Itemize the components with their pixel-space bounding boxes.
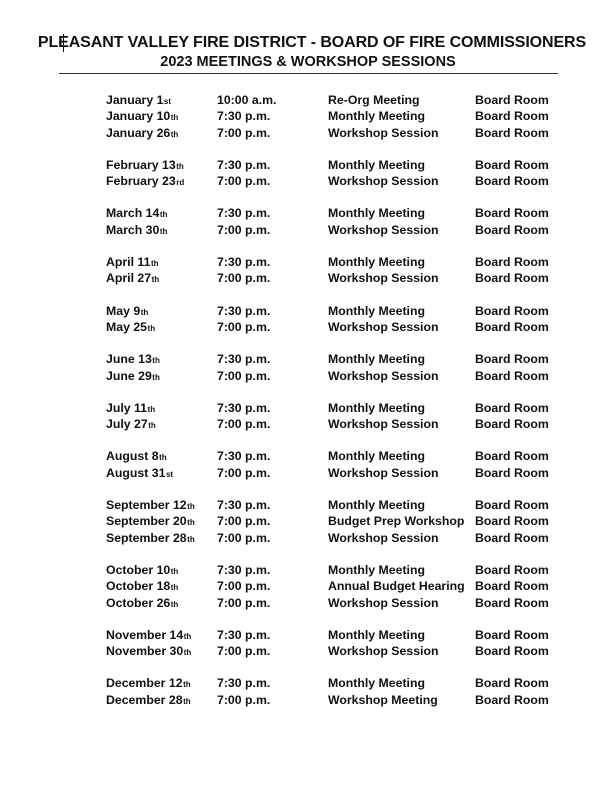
document-subtitle: 2023 MEETINGS & WORKSHOP SESSIONS (160, 54, 456, 70)
meeting-type: Monthly Meeting (328, 109, 426, 124)
meeting-time: 7:00 p.m. (217, 319, 271, 334)
date-ordinal-suffix: th (187, 518, 195, 528)
date-ordinal-suffix: th (170, 113, 179, 123)
date-ordinal-suffix: th (159, 453, 167, 463)
meeting-date (106, 578, 178, 596)
meeting-date-text: April 11 (106, 255, 151, 270)
meeting-time: 7:00 p.m. (217, 514, 271, 529)
meeting-location: Board Room (475, 368, 549, 383)
document-header (0, 33, 616, 72)
meeting-time: 7:30 p.m. (217, 303, 271, 318)
meeting-time: 7:30 p.m. (217, 157, 271, 172)
meeting-location: Board Room (475, 400, 549, 415)
meeting-date-text: June 13 (106, 352, 152, 367)
meeting-date-text: May 9 (106, 303, 141, 318)
meeting-date-text: September 20 (106, 514, 187, 529)
meeting-type: Workshop Session (328, 644, 439, 659)
meeting-time: 7:30 p.m. (217, 676, 271, 691)
meeting-date (106, 595, 178, 613)
month-group (0, 92, 616, 141)
meeting-date (106, 692, 191, 710)
meeting-date (106, 157, 184, 175)
meeting-date (106, 465, 173, 483)
meeting-date-text: February 23 (106, 174, 176, 189)
meeting-time: 7:00 p.m. (217, 595, 271, 610)
meeting-type: Monthly Meeting (328, 255, 426, 270)
meeting-type: Monthly Meeting (328, 498, 426, 513)
date-ordinal-suffix: th (147, 323, 156, 333)
meeting-date-text: August 31 (106, 465, 166, 480)
schedule-row (0, 108, 616, 124)
date-ordinal-suffix: th (147, 404, 156, 414)
meeting-date (106, 497, 195, 515)
meeting-location: Board Room (475, 530, 549, 545)
meeting-type: Workshop Session (328, 125, 439, 140)
header-divider (59, 73, 558, 74)
month-group (0, 627, 616, 660)
meeting-time: 7:00 p.m. (217, 692, 271, 707)
meeting-type: Monthly Meeting (328, 562, 426, 577)
meeting-date (106, 92, 171, 110)
month-group (0, 675, 616, 708)
date-ordinal-suffix: th (183, 680, 191, 690)
meeting-location: Board Room (475, 465, 549, 480)
date-ordinal-suffix: th (170, 599, 179, 609)
meeting-date-text: January 26 (106, 125, 171, 140)
meeting-location: Board Room (475, 498, 549, 513)
meeting-type: Monthly Meeting (328, 206, 426, 221)
meeting-location: Board Room (475, 417, 549, 432)
schedule-row (0, 578, 616, 594)
meeting-location: Board Room (475, 93, 549, 107)
meeting-location: Board Room (475, 303, 549, 318)
meeting-type: Annual Budget Hearing (328, 579, 465, 594)
meeting-date (106, 303, 148, 321)
meeting-type: Monthly Meeting (328, 157, 426, 172)
schedule-row (0, 303, 616, 319)
meeting-date-text: July 27 (106, 417, 148, 432)
meeting-location: Board Room (475, 125, 549, 140)
meeting-date (106, 108, 178, 126)
meeting-date (106, 513, 195, 531)
meeting-time: 7:30 p.m. (217, 498, 271, 513)
meeting-type: Budget Prep Workshop (328, 514, 465, 529)
schedule-row (0, 416, 616, 432)
meeting-location: Board Room (475, 255, 549, 270)
date-ordinal-suffix: th (152, 356, 160, 366)
meeting-time: 7:30 p.m. (217, 255, 271, 270)
meeting-time: 7:00 p.m. (217, 644, 271, 659)
schedule-row (0, 513, 616, 529)
meeting-date (106, 448, 167, 466)
meeting-type: Monthly Meeting (328, 449, 426, 464)
meeting-date-text: November 30 (106, 644, 184, 659)
meeting-time: 7:00 p.m. (217, 174, 271, 189)
meeting-type: Workshop Session (328, 319, 439, 334)
meeting-date-text: October 10 (106, 562, 171, 577)
schedule-row (0, 692, 616, 708)
meeting-type: Workshop Session (328, 530, 439, 545)
meeting-date (106, 416, 156, 434)
schedule-row (0, 562, 616, 578)
meeting-date (106, 400, 155, 418)
meeting-time: 7:00 p.m. (217, 579, 271, 594)
meeting-date (106, 319, 155, 337)
meeting-type: Workshop Session (328, 174, 439, 189)
meeting-location: Board Room (475, 157, 549, 172)
meeting-time: 7:30 p.m. (217, 352, 271, 367)
meeting-type: Workshop Session (328, 368, 439, 383)
meeting-date-text: June 29 (106, 368, 152, 383)
date-ordinal-suffix: st (163, 97, 172, 106)
meeting-type: Monthly Meeting (328, 400, 426, 415)
meeting-time: 7:30 p.m. (217, 206, 271, 221)
date-ordinal-suffix: th (187, 534, 195, 544)
meeting-date (106, 254, 159, 272)
date-ordinal-suffix: th (151, 275, 160, 285)
meeting-time: 7:30 p.m. (217, 562, 271, 577)
meeting-date-text: May 25 (106, 319, 148, 334)
date-ordinal-suffix: th (170, 566, 179, 576)
meeting-type: Workshop Session (328, 271, 439, 286)
meeting-time: 7:30 p.m. (217, 449, 271, 464)
date-ordinal-suffix: th (159, 210, 168, 220)
meeting-date-text: November 14 (106, 627, 184, 642)
schedule-row (0, 173, 616, 189)
meeting-date (106, 562, 178, 580)
meeting-date-text: July 11 (106, 400, 148, 415)
meeting-time: 7:30 p.m. (217, 400, 271, 415)
month-group (0, 254, 616, 287)
month-group (0, 400, 616, 433)
meeting-location: Board Room (475, 449, 549, 464)
meeting-type: Workshop Session (328, 417, 439, 432)
schedule-row (0, 157, 616, 173)
meeting-location: Board Room (475, 319, 549, 334)
date-ordinal-suffix: th (159, 226, 168, 236)
month-group (0, 562, 616, 611)
meeting-location: Board Room (475, 692, 549, 707)
meeting-date-text: September 28 (106, 530, 187, 545)
meeting-time: 7:30 p.m. (217, 109, 271, 124)
schedule-row (0, 595, 616, 611)
meeting-location: Board Room (475, 562, 549, 577)
meeting-date (106, 627, 191, 645)
meeting-type: Re-Org Meeting (328, 93, 420, 107)
schedule-row (0, 319, 616, 335)
schedule-row (0, 465, 616, 481)
meeting-type: Monthly Meeting (328, 352, 426, 367)
meeting-location: Board Room (475, 514, 549, 529)
meeting-date-text: October 26 (106, 595, 171, 610)
month-group (0, 205, 616, 238)
meeting-date-text: January 1 (106, 93, 164, 107)
schedule-row (0, 222, 616, 238)
meeting-location: Board Room (475, 627, 549, 642)
meeting-type: Monthly Meeting (328, 627, 426, 642)
meeting-schedule (0, 92, 616, 724)
meeting-date-text: August 8 (106, 449, 159, 464)
date-ordinal-suffix: th (140, 307, 149, 317)
schedule-row (0, 270, 616, 286)
schedule-row (0, 448, 616, 464)
meeting-date (106, 222, 167, 240)
schedule-row (0, 643, 616, 659)
meeting-location: Board Room (475, 206, 549, 221)
meeting-location: Board Room (475, 271, 549, 286)
meeting-date (106, 643, 191, 661)
meeting-location: Board Room (475, 352, 549, 367)
date-ordinal-suffix: th (152, 372, 160, 382)
meeting-type: Monthly Meeting (328, 676, 426, 691)
meeting-date-text: December 28 (106, 692, 183, 707)
meeting-location: Board Room (475, 222, 549, 237)
meeting-time: 7:00 p.m. (217, 271, 271, 286)
schedule-row (0, 351, 616, 367)
date-ordinal-suffix: th (183, 696, 191, 706)
date-ordinal-suffix: th (183, 648, 192, 658)
date-ordinal-suffix: th (183, 631, 192, 641)
meeting-location: Board Room (475, 174, 549, 189)
meeting-type: Workshop Session (328, 465, 439, 480)
month-group (0, 351, 616, 384)
schedule-row (0, 627, 616, 643)
meeting-location: Board Room (475, 595, 549, 610)
date-ordinal-suffix: th (148, 421, 156, 431)
meeting-date (106, 675, 191, 693)
date-ordinal-suffix: th (150, 259, 159, 269)
meeting-location: Board Room (475, 109, 549, 124)
month-group (0, 303, 616, 336)
date-ordinal-suffix: th (170, 129, 179, 139)
meeting-location: Board Room (475, 644, 549, 659)
schedule-row (0, 675, 616, 691)
date-ordinal-suffix: st (165, 469, 174, 479)
meeting-type: Workshop Session (328, 222, 439, 237)
meeting-time: 7:00 p.m. (217, 368, 271, 383)
meeting-date (106, 205, 167, 223)
month-group (0, 448, 616, 481)
meeting-time: 7:00 p.m. (217, 465, 271, 480)
meeting-date-text: March 14 (106, 206, 160, 221)
meeting-time: 7:00 p.m. (217, 530, 271, 545)
meeting-date (106, 125, 178, 143)
meeting-time: 10:00 a.m. (217, 93, 277, 107)
meeting-date (106, 351, 160, 369)
date-ordinal-suffix: th (187, 502, 195, 512)
date-ordinal-suffix: rd (176, 178, 185, 188)
meeting-date (106, 530, 195, 548)
meeting-time: 7:00 p.m. (217, 222, 271, 237)
meeting-date-text: January 10 (106, 109, 171, 124)
meeting-date-text: February 13 (106, 157, 176, 172)
meeting-date-text: October 18 (106, 579, 171, 594)
meeting-date-text: April 27 (106, 271, 152, 286)
schedule-row (0, 400, 616, 416)
month-group (0, 497, 616, 546)
meeting-location: Board Room (475, 579, 549, 594)
schedule-row (0, 205, 616, 221)
meeting-time: 7:00 p.m. (217, 125, 271, 140)
meeting-date-text: September 12 (106, 498, 187, 513)
meeting-type: Workshop Session (328, 595, 439, 610)
meeting-type: Monthly Meeting (328, 303, 426, 318)
schedule-row (0, 125, 616, 141)
meeting-date-text: March 30 (106, 222, 160, 237)
month-group (0, 157, 616, 190)
meeting-date-text: December 12 (106, 676, 183, 691)
date-ordinal-suffix: th (176, 161, 184, 171)
meeting-date (106, 368, 160, 386)
schedule-row (0, 92, 616, 108)
schedule-row (0, 497, 616, 513)
schedule-row (0, 530, 616, 546)
meeting-type: Workshop Meeting (328, 692, 438, 707)
date-ordinal-suffix: th (170, 583, 179, 593)
meeting-time: 7:30 p.m. (217, 627, 271, 642)
meeting-date (106, 270, 159, 288)
schedule-row (0, 254, 616, 270)
meeting-date (106, 173, 184, 191)
schedule-row (0, 368, 616, 384)
meeting-location: Board Room (475, 676, 549, 691)
document-title: PLEASANT VALLEY FIRE DISTRICT - BOARD OF FIRE COMMISSIONERS (37, 34, 587, 51)
meeting-time: 7:00 p.m. (217, 417, 271, 432)
